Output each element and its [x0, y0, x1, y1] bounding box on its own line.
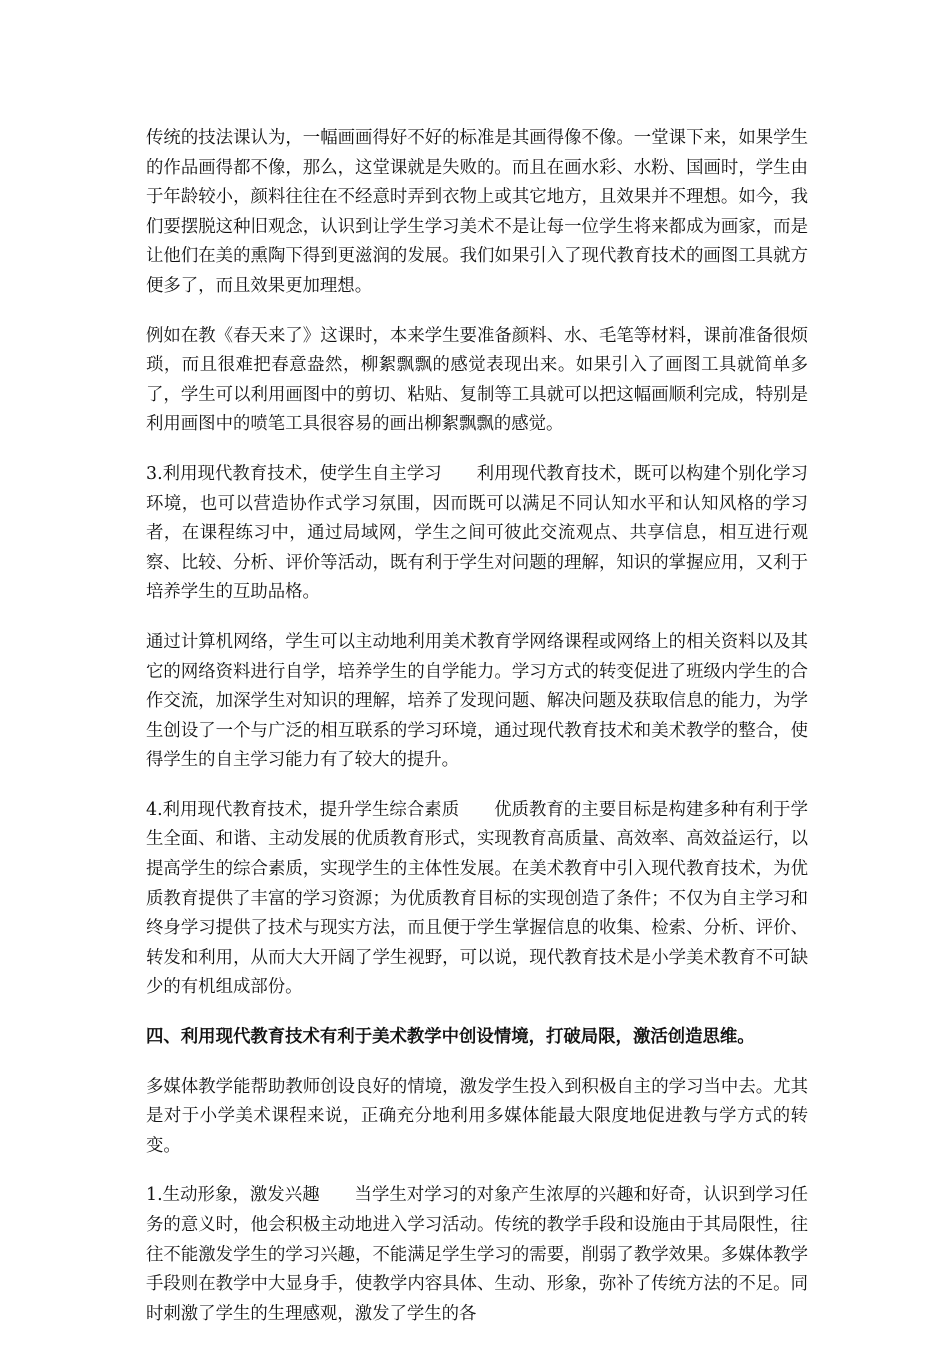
section-heading: 四、利用现代教育技术有利于美术教学中创设情境，打破局限，激活创造思维。	[146, 1027, 755, 1048]
paragraph-3: 3.利用现代教育技术，使学生自主学习 利用现代教育技术，既可以构建个别化学习环境，也可以营造协作式学习氛围，因而既可以满足不同认知水平和认知风格的学习者，在课程练习中，通过局域网，学生之间可彼此交流观点、共享信息，相互进行观察、比较、分析、评价等活动，既有利于学生对问题的理解，知识的掌握应用，又利于培养学生的互助品格。	[146, 463, 808, 603]
paragraph-1: 传统的技法课认为，一幅画画得好不好的标准是其画得像不像。一堂课下来，如果学生的作品画得都不像，那么，这堂课就是失败的。而且在画水彩、水粉、国画时，学生由于年龄较小，颜料往往在不经意时弄到衣物上或其它地方，且效果并不理想。如今，我们要摆脱这种旧观念，认识到让学生学习美术不是让每一位学生将来都成为画家，而是让他们在美的熏陶下得到更滋润的发展。我们如果引入了现代教育技术的画图工具就方便多了，而且效果更加理想。	[146, 128, 808, 296]
paragraph-4: 通过计算机网络，学生可以主动地利用美术教育学网络课程或网络上的相关资料以及其它的网络资料进行自学，培养学生的自学能力。学习方式的转变促进了班级内学生的合作交流，加深学生对知识的理解，培养了发现问题、解决问题及获取信息的能力，为学生创设了一个与广泛的相互联系的学习环境，通过现代教育技术和美术教学的整合，使得学生的自主学习能力有了较大的提升。	[146, 631, 808, 771]
document-body	[146, 124, 808, 1349]
paragraph-5: 4.利用现代教育技术，提升学生综合素质 优质教育的主要目标是构建多种有利于学生全面、和谐、主动发展的优质教育形式，实现教育高质量、高效率、高效益运行，以提高学生的综合素质，实现学生的主体性发展。在美术教育中引入现代教育技术，为优质教育提供了丰富的学习资源；为优质教育目标的实现创造了条件；不仅为自主学习和终身学习提供了技术与现实方法，而且便于学生掌握信息的收集、检索、分析、评价、转发和利用，从而大大开阔了学生视野，可以说，现代教育技术是小学美术教育不可缺少的有机组成部份。	[146, 799, 808, 998]
paragraph-7: 多媒体教学能帮助教师创设良好的情境，激发学生投入到积极自主的学习当中去。尤其是对于小学美术课程来说，正确充分地利用多媒体能最大限度地促进教与学方式的转变。	[146, 1076, 808, 1156]
paragraph-8: 1.生动形象，激发兴趣 当学生对学习的对象产生浓厚的兴趣和好奇，认识到学习任务的意义时，他会积极主动地进入学习活动。传统的教学手段和设施由于其局限性，往往不能激发学生的学习兴趣，不能满足学生学习的需要，削弱了教学效果。多媒体教学手段则在教学中大显身手，使教学内容具体、生动、形象，弥补了传统方法的不足。同时刺激了学生的生理感观，激发了学生的各	[146, 1185, 808, 1324]
paragraph-2: 例如在教《春天来了》这课时，本来学生要准备颜料、水、毛笔等材料，课前准备很烦琐，而且很难把春意盎然，柳絮飘飘的感觉表现出来。如果引入了画图工具就简单多了，学生可以利用画图中的剪切、粘贴、复制等工具就可以把这幅画顺利完成，特别是利用画图中的喷笔工具很容易的画出柳絮飘飘的感觉。	[146, 325, 808, 435]
